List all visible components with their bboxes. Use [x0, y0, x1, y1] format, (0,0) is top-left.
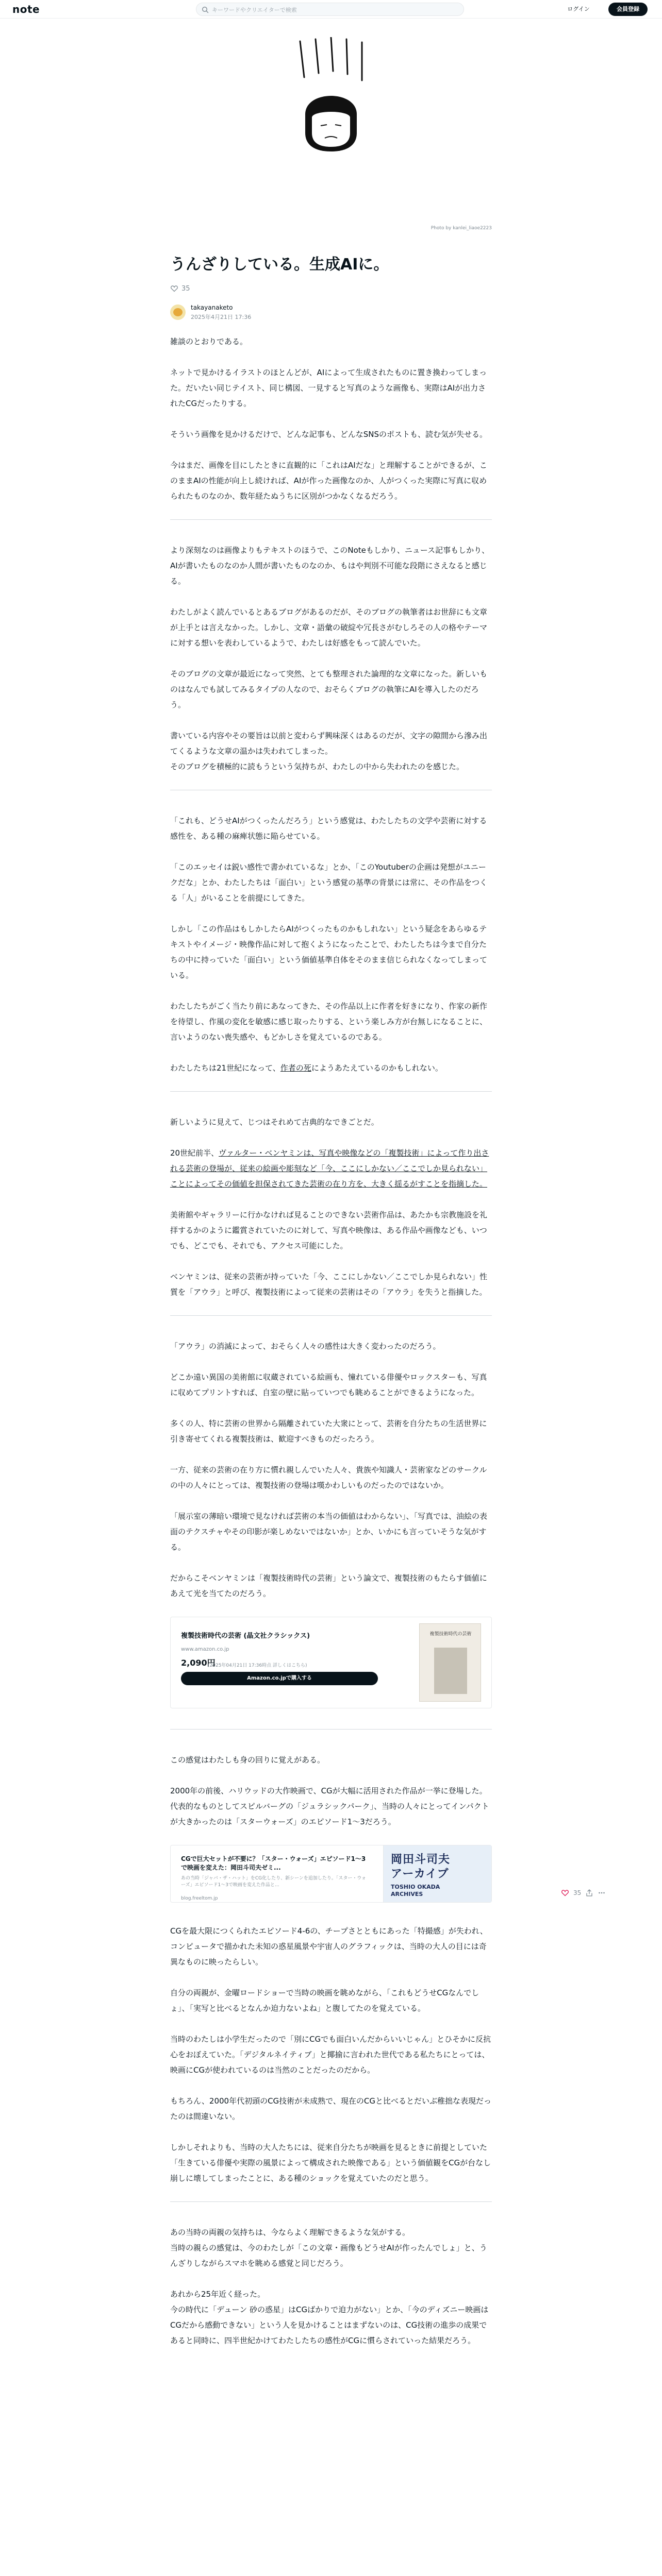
divider [170, 1315, 492, 1316]
paragraph: 「展示室の薄暗い環境で見なければ芸術の本当の価値はわからない」、「写真では、油絵の表面のテクスチャやその印影が楽しめないではないか」とか、いかにも言っていそうな気がする。 [170, 1512, 488, 1552]
paragraph: あの当時の両親の気持ちは、今ならよく理解できるような気がする。 当時の親らの感覚は、今のわたしが「この文章・画像もどうせAIが作ったんでしょ」と、うんざりしながらスマホを眺める感覚と同じだろう。 [170, 2228, 487, 2268]
hero-illustration [170, 37, 492, 232]
divider [170, 2201, 492, 2202]
book-cover[interactable] [419, 1623, 481, 1702]
paragraph [170, 1145, 492, 1192]
paragraph: 「これも、どうせAIがつくったんだろう」という感覚は、わたしたちの文学や芸術に対する感性を、ある種の麻痺状態に陥らせている。 [170, 816, 487, 841]
paragraph: しかし「この作品はもしかしたらAIがつくったものかもしれない」という疑念をあらゆるテキストやイメージ・映像作品に対して抱くようになったことで、わたしたちは今まで自分たちの中に持っていた「面白い」という価値基準自体をそのまま信じられなくなってしまっている。 [170, 924, 488, 980]
divider [170, 1091, 492, 1092]
paragraph: 美術館やギャラリーに行かなければ見ることのできない芸術作品は、あたかも宗教施設を礼拝するかのように鑑賞されていたのに対して、写真や映像は、ある作品や画像なども、いつでも、どこでも、それでも、アクセス可能にした。 [170, 1210, 488, 1250]
paragraph: この感覚はわたしも身の回りに覚えがある。 [170, 1755, 325, 1765]
paragraph: どこか遠い異国の美術館に収蔵されている絵画も、憧れている俳優やロックスターも、写真に収めてプリントすれば、自室の壁に貼っていつでも眺めることができるようになった。 [170, 1372, 487, 1397]
author-meta [191, 304, 251, 321]
book-cover-image [434, 1648, 467, 1694]
paragraph: 今はまだ、画像を目にしたときに直観的に「これはAIだな」と理解することができるが、このままAIの性能が向上し続ければ、AIが作った画像なのか、人がつくった実際に写真に収められたものなのか、数年経たぬうちに区別がつかなくなるだろう。 [170, 461, 487, 501]
paragraph: もちろん、2000年代初頭のCG技術が未成熟で、現在のCGと比べるとだいぶ稚拙な表現だったのは間違いない。 [170, 2096, 491, 2121]
note-logo[interactable]: note [12, 3, 40, 15]
book-embed-card[interactable] [170, 1617, 492, 1708]
paragraph: そのブログの文章が最近になって突然、とても整理された論理的な文章になった。新しいものはなんでも試してみるタイプの人なので、おそらくブログの執筆にAIを導入したのだろう。 [170, 669, 488, 709]
paragraph: 当時のわたしは小学生だったので「別にCGでも面白いんだからいいじゃん」とひそかに反抗心をおぼえていた。「デジタルネイティブ」と揶揄に言われた世代である私たちにとっては、映画にCGが使われているのは当然のことだったのだから。 [170, 2035, 491, 2075]
paragraph: わたしがよく読んでいるとあるブログがあるのだが、そのブログの執筆者はお世辞にも文章が上手とは言えなかった。しかし、文章・語彙の破綻や冗長さがむしろその人の格やテーマに対する想いを表わしているようで、わたしは好感をもって読んでいた。 [170, 607, 488, 648]
paragraph: 新しいように見えて、じつはそれめて古典的なできごとだ。 [170, 1117, 379, 1127]
heart-icon[interactable] [170, 284, 178, 293]
text-span: にようあたえているのかもしれない。 [311, 1063, 443, 1073]
more-icon[interactable] [598, 1889, 606, 1897]
book-store: www.amazon.co.jp [181, 1647, 229, 1652]
paragraph: CGを最大限につくられたエピソード4-6の、チープさとともにあった「特撮感」が失われ、コンピュータで描かれた未知の惑星風景や宇宙人のグラフィックは、当時の大人の目には奇異なものに映ったらしい。 [170, 1926, 488, 1967]
paragraph: 多くの人、特に芸術の世界から隔離されていた大衆にとって、芸術を自分たちの生活世界に引き寄せてくれる複製技術は、歓迎すべきものだったろう。 [170, 1419, 487, 1444]
photo-credit[interactable]: Photo by kanlei_liaoe2223 [431, 226, 492, 231]
signup-button[interactable]: 会員登録 [608, 3, 648, 16]
paragraph: より深刻なのは画像よりもテキストのほうで、このNoteもしかり、ニュース記事もしかり、AIが書いたものなのか人間が書いたものなのか、もはや判別不可能な段階にさえなると感じる。 [170, 546, 490, 586]
author-row[interactable] [170, 302, 492, 323]
floating-action-bar [561, 1887, 606, 1899]
paragraph: 書いている内容やその要旨は以前と変わらず興味深くはあるのだが、文字の隙間から滲み出てくるような文章の温かは失われてしまった。 そのブログを積極的に読もうという気持ちが、わたしの中から失われたのを感じた。 [170, 731, 488, 771]
avatar-image [173, 308, 183, 316]
blog-domain: blog.freeltom.jp [181, 1896, 218, 1901]
article-body [170, 334, 492, 2348]
paragraph: 「このエッセイは鋭い感性で書かれているな」とか、「このYoutuberの企画は発想がユニークだな」とか、わたしたちは「面白い」という感覚の基準の背景には常に、その作品をつくる「人」がいることを前提にしてきた。 [170, 862, 488, 903]
paragraph: わたしたちがごく当たり前にあなってきた、その作品以上に作者を好きになり、作家の新作を待望し、作風の変化を敏感に感じ取ったりする、という楽しみ方が台無しになることに、言いようのない喪失感や、もどかしさを覚えているのである。 [170, 1002, 488, 1042]
like-count: 35 [181, 284, 190, 293]
paragraph: しかしそれよりも、当時の大人たちには、従来自分たちが映画を見るときに前提としていた「生きている俳優や実際の風景によって構成された映像である」という価値観をCGが台なし崩しに壊してしまったことに、ある種のショックを覚えていたのだと思う。 [170, 2143, 491, 2183]
author-name[interactable]: takayanaketo [191, 303, 233, 311]
paragraph: 一方、従来の芸術の在り方に慣れ親しんでいた人々、貴族や知識人・芸術家などのサークルの中の人々にとっては、複製技術の登場は嘆かわしいものだったのではないか。 [170, 1465, 487, 1490]
paragraph: 「アウラ」の消滅によって、おそらく人々の感性は大きく変わったのだろう。 [170, 1342, 441, 1351]
search-box[interactable] [196, 3, 464, 16]
share-icon[interactable] [585, 1889, 593, 1897]
book-cover-title: 複製技術時代の芸術 [429, 1632, 472, 1637]
thumbnail-title: 岡田斗司夫 アーカイブ [391, 1853, 451, 1880]
avatar[interactable] [170, 304, 186, 320]
paragraph: だからこそベンヤミンは「複製技術時代の芸術」という論文で、複製技術のもたらす価値にあえて光を当てたのだろう。 [170, 1573, 487, 1598]
blog-embed-card[interactable] [170, 1845, 492, 1903]
book-title[interactable]: 複製技術時代の芸術 (晶文社クラシックス) [181, 1632, 310, 1640]
text-span: 20世紀前半、 [170, 1148, 219, 1158]
book-price-note: (2025年04月21日 17:36時点 詳しくはこちら) [208, 1663, 307, 1668]
article [170, 234, 492, 2364]
paragraph: 自分の両親が、金曜ロードショーで当時の映画を眺めながら、「これもどうせCGなんでしょ」、「実写と比べるとなんか迫力ないよね」と腹してたのを覚えている。 [170, 1988, 479, 2013]
login-button[interactable]: ログイン [567, 6, 590, 12]
article-title: うんざりしている。生成AIに。 [170, 256, 389, 274]
paragraph: あれから25年近く経った。 今の時代に「デューン 砂の惑星」はCGばかりで迫力がない」とか、「今のディズニー映画はCGだから感動できない」という人を見かけることはまずないのは、CG技術の進歩の成果であると同時に、四半世紀かけてわたしたちの感性がCGに慣らされていった結果だろう。 [170, 2290, 489, 2345]
book-price: 2,090円 [181, 1658, 216, 1668]
search-icon [202, 6, 209, 13]
paragraph: ベンヤミンは、従来の芸術が持っていた「今、ここにしかない／ここでしか見られない」性質を「アウラ」と呼び、複製技術によって従来の芸術はその「アウラ」を失うと指摘した。 [170, 1272, 488, 1297]
thumbnail-subtitle: TOSHIO OKADA ARCHIVES [391, 1884, 440, 1897]
link-death-of-author[interactable]: 作者の死 [280, 1063, 311, 1073]
hero-image [170, 37, 492, 232]
paragraph: ネットで見かけるイラストのほとんどが、AIによって生成されたものに置き換わってしまった。だいたい同じテイスト、同じ構図、一見すると写真のような画像も、実際はAIが出力されたCGだったりする。 [170, 368, 487, 408]
search-input[interactable] [212, 5, 454, 14]
post-date: 2025年4月21日 17:36 [191, 313, 252, 320]
heart-icon[interactable] [561, 1889, 569, 1897]
divider [170, 519, 492, 520]
amazon-buy-button[interactable]: Amazon.co.jpで購入する [181, 1672, 378, 1685]
text-span: わたしたちは21世紀になって、 [170, 1063, 280, 1073]
divider [170, 1729, 492, 1730]
site-header [0, 0, 662, 19]
paragraph [170, 1060, 492, 1076]
floating-like-count: 35 [573, 1889, 582, 1896]
underlined-text: ヴァルター・ベンヤミンは、写真や映像などの「複製技術」によって作り出される芸術の登場が、従来の絵画や彫刻など「今、ここにしかない／ここでしか見られない」ことによってその価値を担保されてきた芸術の在り方を、大きく揺るがすことを指摘した。 [170, 1148, 489, 1189]
paragraph: 雑談のとおりである。 [170, 337, 248, 346]
blog-title[interactable]: CGで巨大セットが不要に？「スター・ウォーズ」エピソード1〜3で映画を変えた：岡田斗司夫ゼミ... [181, 1855, 366, 1871]
blog-description: あの当時「ジャバ・ザ・ハット」をCG化したり、新シーンを追加したり。「スター・ウォーズ」エピソード1〜3で映画を変えた作品と... [181, 1876, 367, 1888]
paragraph: 2000年の前後、ハリウッドの大作映画で、CGが大幅に活用された作品が一挙に登場した。代表的なものとしてスピルバーグの「ジュラシックパーク」、当時の人々にとってインパクトが大きかったのは「スターウォーズ」のエピソード1〜3だろう。 [170, 1786, 489, 1826]
blog-thumbnail[interactable] [383, 1845, 491, 1902]
likes-row [170, 283, 492, 294]
paragraph: そういう画像を見かけるだけで、どんな記事も、どんなSNSのポストも、読む気が失せる。 [170, 430, 487, 439]
